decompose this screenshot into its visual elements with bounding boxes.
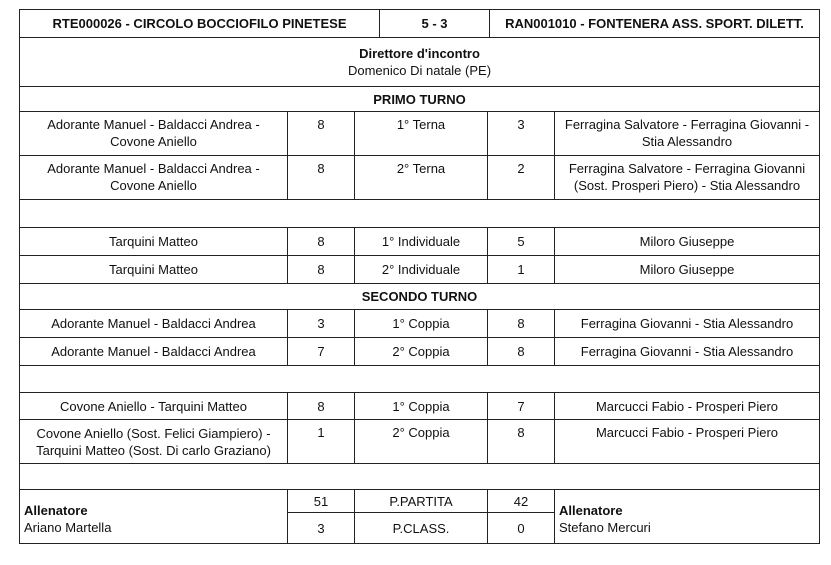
home-players: Adorante Manuel - Baldacci Andrea - Covone Aniello (47, 117, 260, 149)
spacer-row (20, 463, 819, 489)
away-score: 8 (487, 338, 554, 365)
p-class-home: 3 (287, 513, 354, 543)
home-coach-name: Ariano Martella (24, 519, 112, 535)
home-score: 8 (287, 228, 354, 255)
home-players: Covone Aniello (Sost. Felici Giampiero) - Tarquini Matteo (Sost. Di carlo Graziano) (36, 425, 271, 458)
game-type: 2° Individuale (354, 256, 487, 283)
footer-row (20, 489, 819, 543)
p-class-label: P.CLASS. (354, 513, 487, 543)
away-players: Miloro Giuseppe (554, 256, 819, 283)
p-class-away: 0 (487, 513, 554, 543)
home-score: 8 (287, 393, 354, 419)
home-coach-cell (20, 490, 287, 543)
director-name: Domenico Di natale (PE) (347, 63, 492, 78)
away-players: Miloro Giuseppe (554, 228, 819, 255)
away-team: RAN001010 - FONTENERA ASS. SPORT. DILETT. (489, 10, 819, 37)
away-score: 5 (487, 228, 554, 255)
secondo-turno-title: SECONDO TURNO (361, 289, 478, 304)
home-score: 8 (287, 156, 354, 199)
home-players: Adorante Manuel - Baldacci Andrea - Covone Aniello (47, 161, 260, 193)
away-players: Ferragina Giovanni - Stia Alessandro (554, 338, 819, 365)
game-type: 1° Coppia (354, 310, 487, 337)
home-score: 8 (287, 112, 354, 155)
header-row (20, 10, 819, 37)
section-title-row (20, 86, 819, 111)
away-players: Ferragina Salvatore - Ferragina Giovanni (Sost. Prosperi Piero) - Stia Alessandro (554, 156, 819, 199)
away-players: Ferragina Salvatore - Ferragina Giovanni - Stia Alessandro (554, 112, 819, 155)
away-players: Marcucci Fabio - Prosperi Piero (554, 393, 819, 419)
table-row (20, 255, 819, 283)
away-score: 3 (487, 112, 554, 155)
table-row (20, 309, 819, 337)
director-cell (20, 38, 819, 86)
home-score: 3 (287, 310, 354, 337)
director-label: Direttore d'incontro (359, 46, 480, 61)
p-partita-label: P.PARTITA (354, 490, 487, 513)
match-report-table (19, 9, 820, 544)
away-coach-name: Stefano Mercuri (559, 519, 651, 535)
table-row (20, 111, 819, 155)
p-partita-away: 42 (487, 490, 554, 513)
away-score: 2 (487, 156, 554, 199)
game-type: 2° Terna (354, 156, 487, 199)
p-partita-home: 51 (287, 490, 354, 513)
away-score: 8 (487, 310, 554, 337)
table-row (20, 392, 819, 419)
home-players: Covone Aniello - Tarquini Matteo (60, 398, 247, 414)
away-players: Ferragina Giovanni - Stia Alessandro (554, 310, 819, 337)
spacer-row (20, 199, 819, 227)
table-row (20, 155, 819, 199)
away-score: 8 (487, 420, 554, 463)
home-score: 7 (287, 338, 354, 365)
home-coach-label: Allenatore (24, 502, 88, 518)
home-players: Adorante Manuel - Baldacci Andrea (51, 344, 256, 359)
primo-turno-title: PRIMO TURNO (373, 91, 466, 107)
away-score: 1 (487, 256, 554, 283)
game-type: 1° Individuale (354, 228, 487, 255)
game-type: 1° Terna (354, 112, 487, 155)
home-score: 8 (287, 256, 354, 283)
table-row (20, 227, 819, 255)
home-players: Adorante Manuel - Baldacci Andrea (51, 316, 256, 331)
home-players: Tarquini Matteo (109, 262, 198, 277)
away-score: 7 (487, 393, 554, 419)
table-row (20, 337, 819, 365)
away-coach-label: Allenatore (559, 502, 623, 518)
match-score: 5 - 3 (379, 10, 489, 37)
home-players: Tarquini Matteo (109, 234, 198, 249)
spacer-row (20, 365, 819, 392)
home-team: RTE000026 - CIRCOLO BOCCIOFILO PINETESE (52, 16, 347, 31)
home-score: 1 (287, 420, 354, 463)
away-coach-cell (554, 490, 819, 543)
away-players: Marcucci Fabio - Prosperi Piero (554, 420, 819, 463)
game-type: 1° Coppia (354, 393, 487, 419)
table-row (20, 419, 819, 463)
game-type: 2° Coppia (354, 338, 487, 365)
game-type: 2° Coppia (354, 420, 487, 463)
director-row (20, 37, 819, 86)
section-title-row (20, 283, 819, 309)
